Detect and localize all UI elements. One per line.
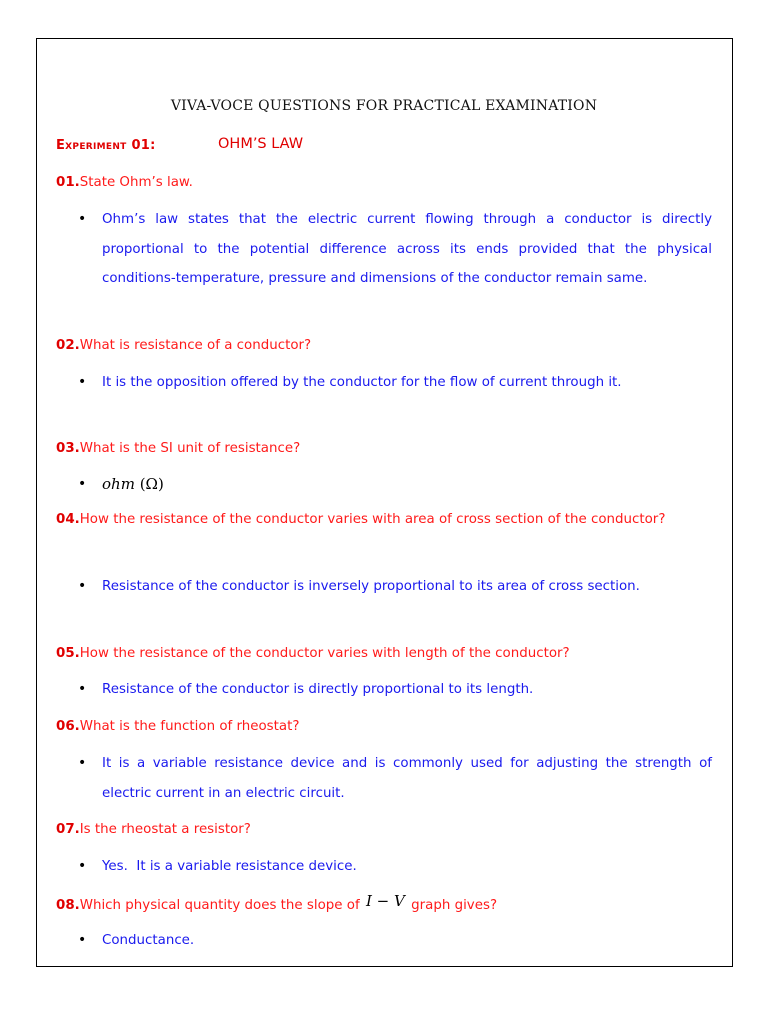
question-number: 04.: [56, 512, 80, 527]
experiment-label: Experiment 01:: [56, 138, 156, 153]
question-number: 02.: [56, 338, 80, 353]
document-title: VIVA-VOCE QUESTIONS FOR PRACTICAL EXAMINATION: [170, 98, 598, 114]
question-6: [56, 712, 712, 741]
question-number: 07.: [56, 822, 80, 837]
question-text: How the resistance of the conductor varies with length of the conductor?: [79, 646, 570, 661]
bullet-icon: •: [78, 578, 87, 594]
question-4: [56, 505, 712, 534]
question-number: 05.: [56, 646, 80, 661]
i-v-math: I − V: [365, 892, 405, 910]
ohm-text: ohm: [102, 475, 135, 493]
answer-4: [78, 572, 712, 602]
answer-6: [78, 749, 712, 808]
question-text: What is the function of rheostat?: [79, 719, 300, 734]
answer-text: It is a variable resistance device and is commonly used for adjusting the strength of electric current in an electric circuit.: [102, 756, 712, 801]
bullet-icon: •: [78, 374, 87, 390]
question-number: 03.: [56, 441, 80, 456]
omega-symbol: (Ω): [139, 475, 164, 493]
experiment-title: OHM’S LAW: [218, 136, 304, 152]
bullet-icon: •: [78, 211, 87, 227]
question-text-pre: Which physical quantity does the slope of: [79, 898, 360, 913]
question-3: [56, 434, 712, 463]
answer-text: Ohm’s law states that the electric current flowing through a conductor is directly proportional to the potential difference across its ends provided that the physical conditions-temperature, pressure and dimensions of the conductor remain same.: [102, 212, 712, 286]
question-number: 06.: [56, 719, 80, 734]
question-number: 08.: [56, 898, 80, 913]
bullet-icon: •: [78, 858, 87, 874]
answer-3: [78, 470, 712, 501]
bullet-icon: •: [78, 932, 87, 948]
question-text: How the resistance of the conductor varies with area of cross section of the conductor?: [79, 512, 666, 527]
question-text: What is the SI unit of resistance?: [79, 441, 301, 456]
experiment-heading: [56, 136, 304, 156]
question-text-post: graph gives?: [411, 898, 498, 913]
question-text: Is the rheostat a resistor?: [79, 822, 251, 837]
question-1: [56, 168, 712, 197]
bullet-icon: •: [78, 681, 87, 697]
answer-5: [78, 675, 712, 705]
answer-text: Resistance of the conductor is inversely proportional to its area of cross section.: [102, 579, 640, 594]
question-text: State Ohm’s law.: [79, 175, 193, 190]
question-7: [56, 815, 712, 844]
question-text: What is resistance of a conductor?: [79, 338, 312, 353]
answer-text: Resistance of the conductor is directly proportional to its length.: [102, 682, 534, 697]
question-5: [56, 639, 712, 668]
answer-text: Yes. It is a variable resistance device.: [102, 859, 357, 874]
question-2: [56, 331, 712, 360]
answer-8: [78, 926, 712, 956]
answer-1: [78, 205, 712, 294]
answer-text: Conductance.: [102, 933, 195, 948]
question-8: [56, 890, 712, 920]
bullet-icon: •: [78, 476, 87, 492]
answer-7: [78, 852, 712, 882]
answer-text: It is the opposition offered by the conductor for the flow of current through it.: [102, 375, 622, 390]
answer-math: [102, 470, 712, 501]
question-number: 01.: [56, 175, 80, 190]
bullet-icon: •: [78, 755, 87, 771]
answer-2: [78, 368, 712, 398]
